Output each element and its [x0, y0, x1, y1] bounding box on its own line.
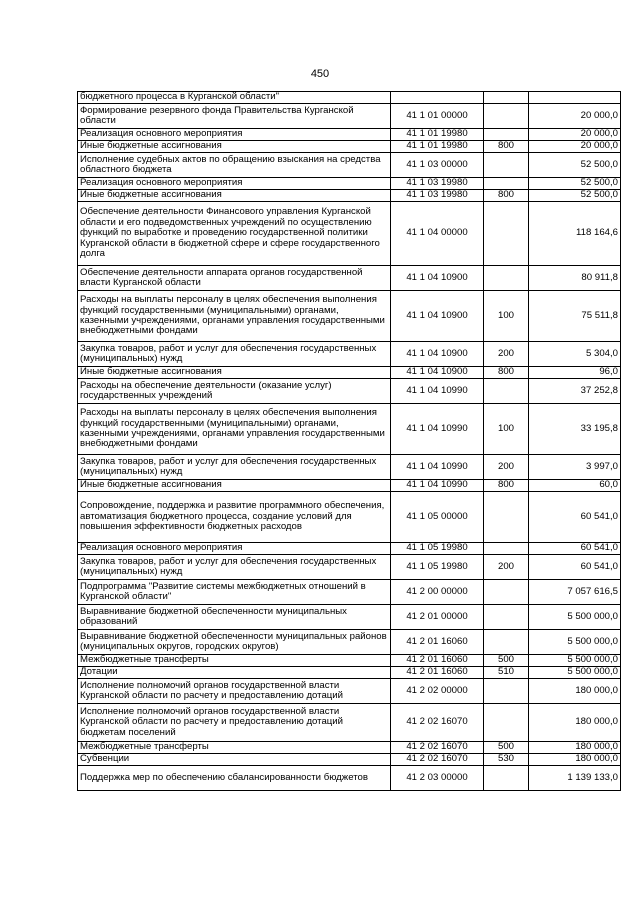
row-type-cell — [484, 704, 529, 742]
row-name-cell: Выравнивание бюджетной обеспеченности муниципальных образований — [78, 605, 391, 630]
row-type-cell: 800 — [484, 367, 529, 379]
row-amount-cell: 52 500,0 — [529, 178, 621, 190]
row-name-cell: Исполнение судебных актов по обращению взыскания на средства областного бюджета — [78, 153, 391, 178]
row-name-cell: Исполнение полномочий органов государственной власти Курганской области по расчету и предоставлению дотаций — [78, 679, 391, 704]
table-row — [78, 580, 621, 605]
row-amount-cell: 75 511,8 — [529, 291, 621, 342]
row-amount-cell: 60 541,0 — [529, 543, 621, 555]
row-type-cell: 530 — [484, 754, 529, 766]
row-code-cell: 41 1 05 19980 — [391, 555, 484, 580]
row-amount-cell: 20 000,0 — [529, 104, 621, 129]
row-type-cell — [484, 153, 529, 178]
table-row — [78, 742, 621, 754]
row-code-cell: 41 1 01 19980 — [391, 141, 484, 153]
row-name-cell: Реализация основного мероприятия — [78, 129, 391, 141]
row-type-cell — [484, 178, 529, 190]
row-type-cell: 500 — [484, 655, 529, 667]
row-amount-cell: 52 500,0 — [529, 190, 621, 202]
row-code-cell: 41 1 05 00000 — [391, 492, 484, 543]
row-code-cell: 41 1 04 10900 — [391, 291, 484, 342]
row-type-cell — [484, 129, 529, 141]
row-code-cell: 41 1 03 19980 — [391, 178, 484, 190]
row-name-cell: Межбюджетные трансферты — [78, 655, 391, 667]
row-name-cell: Иные бюджетные ассигнования — [78, 190, 391, 202]
row-code-cell: 41 1 04 10990 — [391, 480, 484, 492]
row-type-cell: 200 — [484, 555, 529, 580]
row-type-cell: 800 — [484, 480, 529, 492]
row-amount-cell: 20 000,0 — [529, 141, 621, 153]
row-code-cell: 41 1 04 10900 — [391, 367, 484, 379]
row-amount-cell: 37 252,8 — [529, 379, 621, 404]
row-type-cell — [484, 630, 529, 655]
row-amount-cell: 180 000,0 — [529, 704, 621, 742]
table-row — [78, 704, 621, 742]
table-row — [78, 630, 621, 655]
row-amount-cell: 33 195,8 — [529, 404, 621, 455]
row-type-cell: 800 — [484, 141, 529, 153]
row-amount-cell: 20 000,0 — [529, 129, 621, 141]
row-name-cell: Выравнивание бюджетной обеспеченности муниципальных районов (муниципальных округов, городских округов) — [78, 630, 391, 655]
row-amount-cell: 5 500 000,0 — [529, 630, 621, 655]
row-amount-cell: 118 164,6 — [529, 202, 621, 266]
table-row — [78, 555, 621, 580]
table-row — [78, 379, 621, 404]
row-name-cell: Расходы на выплаты персоналу в целях обеспечения выполнения функций государственными (муниципальными) органами, казенными учреждениями, органами управления государственными внебюджетными фондами — [78, 404, 391, 455]
row-type-cell: 500 — [484, 742, 529, 754]
row-amount-cell: 180 000,0 — [529, 742, 621, 754]
row-code-cell: 41 2 00 00000 — [391, 580, 484, 605]
row-name-cell: Закупка товаров, работ и услуг для обеспечения государственных (муниципальных) нужд — [78, 455, 391, 480]
row-type-cell — [484, 543, 529, 555]
table-row — [78, 766, 621, 791]
row-amount-cell: 1 139 133,0 — [529, 766, 621, 791]
row-amount-cell: 60 541,0 — [529, 555, 621, 580]
page-number: 450 — [310, 68, 330, 80]
row-amount-cell: 3 997,0 — [529, 455, 621, 480]
row-amount-cell: 60 541,0 — [529, 492, 621, 543]
row-amount-cell: 7 057 616,5 — [529, 580, 621, 605]
table-row — [78, 141, 621, 153]
table-row — [78, 605, 621, 630]
row-type-cell — [484, 580, 529, 605]
row-type-cell: 510 — [484, 667, 529, 679]
row-code-cell: 41 2 01 16060 — [391, 655, 484, 667]
row-name-cell: Обеспечение деятельности аппарата органов государственной власти Курганской области — [78, 266, 391, 291]
row-amount-cell: 5 500 000,0 — [529, 605, 621, 630]
row-type-cell: 200 — [484, 342, 529, 367]
row-name-cell: Реализация основного мероприятия — [78, 543, 391, 555]
row-amount-cell: 180 000,0 — [529, 679, 621, 704]
row-amount-cell: 180 000,0 — [529, 754, 621, 766]
table-row — [78, 492, 621, 543]
table-row — [78, 754, 621, 766]
table-row — [78, 266, 621, 291]
table-row — [78, 92, 621, 104]
row-name-cell: Иные бюджетные ассигнования — [78, 480, 391, 492]
row-amount-cell: 5 500 000,0 — [529, 667, 621, 679]
table-row — [78, 480, 621, 492]
row-code-cell: 41 1 04 10990 — [391, 379, 484, 404]
row-code-cell: 41 1 01 00000 — [391, 104, 484, 129]
table-row — [78, 178, 621, 190]
row-name-cell: Закупка товаров, работ и услуг для обеспечения государственных (муниципальных) нужд — [78, 342, 391, 367]
row-code-cell: 41 2 02 16070 — [391, 704, 484, 742]
table-row — [78, 404, 621, 455]
row-name-cell: Сопровождение, поддержка и развитие программного обеспечения, автоматизация бюджетного процесса, создание условий для повышения эффективности бюджетных расходов — [78, 492, 391, 543]
row-code-cell: 41 1 03 00000 — [391, 153, 484, 178]
row-amount-cell: 60,0 — [529, 480, 621, 492]
table-row — [78, 367, 621, 379]
row-code-cell: 41 2 02 00000 — [391, 679, 484, 704]
row-amount-cell: 5 304,0 — [529, 342, 621, 367]
row-code-cell: 41 2 01 00000 — [391, 605, 484, 630]
row-type-cell — [484, 679, 529, 704]
row-amount-cell: 5 500 000,0 — [529, 655, 621, 667]
row-code-cell: 41 1 04 10990 — [391, 404, 484, 455]
table-row — [78, 679, 621, 704]
row-name-cell: Дотации — [78, 667, 391, 679]
row-name-cell: Иные бюджетные ассигнования — [78, 367, 391, 379]
table-row — [78, 655, 621, 667]
row-code-cell: 41 1 04 00000 — [391, 202, 484, 266]
row-code-cell: 41 1 04 10990 — [391, 455, 484, 480]
row-name-cell: Исполнение полномочий органов государственной власти Курганской области по расчету и предоставлению дотаций бюджетам поселений — [78, 704, 391, 742]
table-row — [78, 190, 621, 202]
row-code-cell — [391, 92, 484, 104]
budget-table — [77, 91, 621, 791]
row-amount-cell: 96,0 — [529, 367, 621, 379]
row-code-cell: 41 1 01 19980 — [391, 129, 484, 141]
row-type-cell — [484, 766, 529, 791]
row-name-cell: Расходы на обеспечение деятельности (оказание услуг) государственных учреждений — [78, 379, 391, 404]
row-name-cell: Обеспечение деятельности Финансового управления Курганской области и его подведомственных учреждений по осуществлению функций по выработке и проведению государственной политики Курганской области в бюджетной сфере и сфере государственного долга — [78, 202, 391, 266]
row-type-cell: 100 — [484, 404, 529, 455]
row-name-cell: Субвенции — [78, 754, 391, 766]
row-name-cell: Закупка товаров, работ и услуг для обеспечения государственных (муниципальных) нужд — [78, 555, 391, 580]
row-type-cell — [484, 379, 529, 404]
row-name-cell: Реализация основного мероприятия — [78, 178, 391, 190]
row-name-cell: Поддержка мер по обеспечению сбалансированности бюджетов — [78, 766, 391, 791]
table-row — [78, 153, 621, 178]
row-name-cell: Межбюджетные трансферты — [78, 742, 391, 754]
row-amount-cell — [529, 92, 621, 104]
table-row — [78, 342, 621, 367]
table-row — [78, 667, 621, 679]
row-code-cell: 41 1 03 19980 — [391, 190, 484, 202]
row-type-cell — [484, 202, 529, 266]
budget-table-body — [78, 92, 621, 791]
row-type-cell: 200 — [484, 455, 529, 480]
row-code-cell: 41 2 01 16060 — [391, 667, 484, 679]
row-type-cell: 800 — [484, 190, 529, 202]
row-code-cell: 41 1 04 10900 — [391, 266, 484, 291]
table-row — [78, 291, 621, 342]
table-row — [78, 129, 621, 141]
row-name-cell: бюджетного процесса в Курганской области" — [78, 92, 391, 104]
table-row — [78, 543, 621, 555]
row-name-cell: Формирование резервного фонда Правительства Курганской области — [78, 104, 391, 129]
row-name-cell: Подпрограмма "Развитие системы межбюджетных отношений в Курганской области" — [78, 580, 391, 605]
table-row — [78, 104, 621, 129]
row-code-cell: 41 1 05 19980 — [391, 543, 484, 555]
row-type-cell — [484, 492, 529, 543]
row-type-cell — [484, 605, 529, 630]
table-row — [78, 455, 621, 480]
row-code-cell: 41 2 02 16070 — [391, 754, 484, 766]
row-type-cell — [484, 104, 529, 129]
row-code-cell: 41 2 01 16060 — [391, 630, 484, 655]
row-code-cell: 41 1 04 10900 — [391, 342, 484, 367]
row-name-cell: Расходы на выплаты персоналу в целях обеспечения выполнения функций государственными (муниципальными) органами, казенными учреждениями, органами управления государственными внебюджетными фондами — [78, 291, 391, 342]
row-type-cell: 100 — [484, 291, 529, 342]
row-amount-cell: 80 911,8 — [529, 266, 621, 291]
row-code-cell: 41 2 02 16070 — [391, 742, 484, 754]
row-type-cell — [484, 92, 529, 104]
row-type-cell — [484, 266, 529, 291]
row-amount-cell: 52 500,0 — [529, 153, 621, 178]
row-code-cell: 41 2 03 00000 — [391, 766, 484, 791]
row-name-cell: Иные бюджетные ассигнования — [78, 141, 391, 153]
table-row — [78, 202, 621, 266]
